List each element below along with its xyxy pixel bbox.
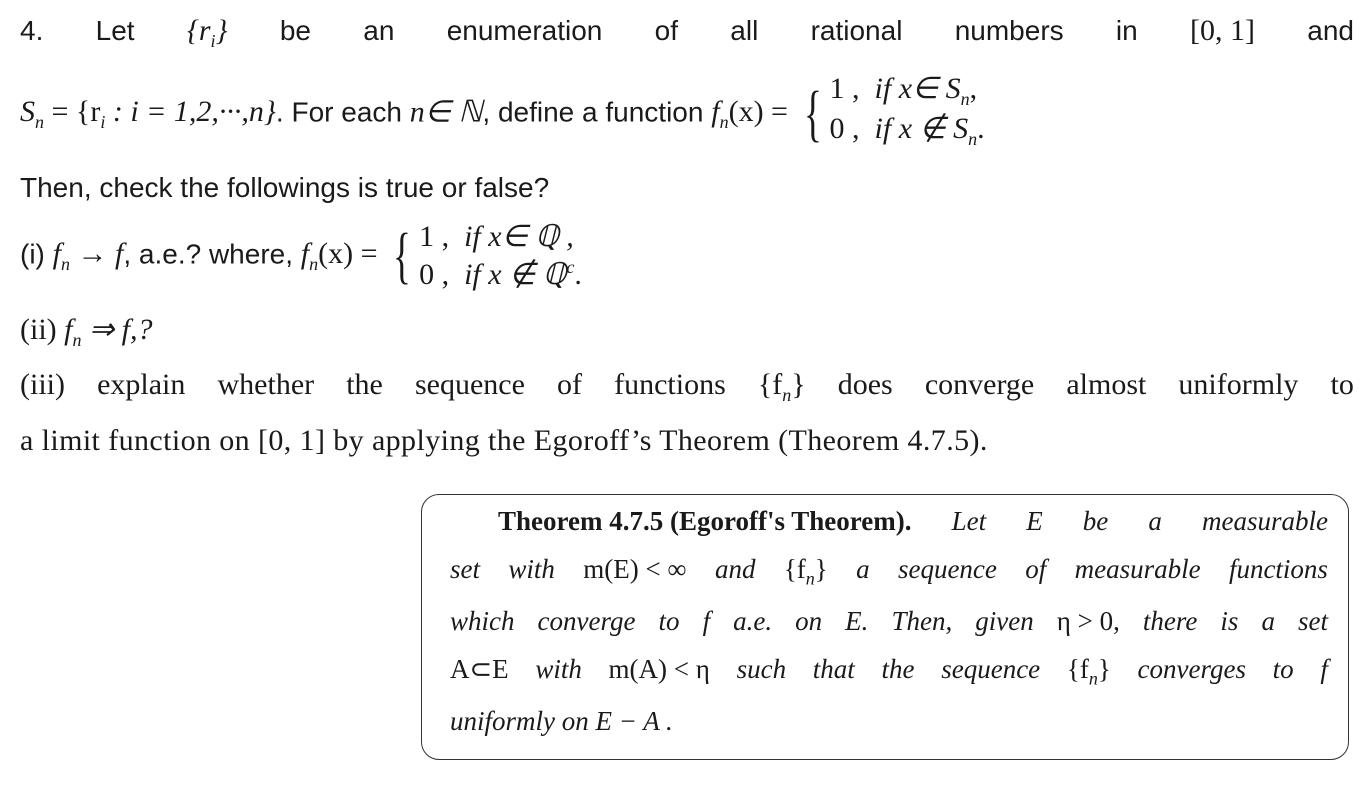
math-expression: m(A) < η: [608, 654, 710, 684]
word: a: [1261, 606, 1275, 636]
word: to: [1330, 368, 1354, 401]
theorem-line-5: uniformly on E − A .: [450, 706, 673, 736]
word: of: [557, 368, 582, 401]
word: which: [450, 606, 515, 636]
word: whether: [217, 368, 315, 401]
word: that: [812, 654, 855, 684]
word: converges: [1137, 654, 1246, 684]
word: and: [715, 554, 756, 584]
word: be: [1082, 506, 1109, 536]
word: f: [702, 606, 711, 636]
theorem-line-1: [450, 506, 1328, 537]
word: the: [881, 654, 915, 684]
word: converge: [924, 368, 1035, 401]
word: uniformly: [1178, 368, 1299, 401]
word: functions: [614, 368, 726, 401]
part-iii-label: (iii): [20, 368, 65, 401]
word: Let: [951, 506, 987, 536]
case-2: 0 , if x ∉ ℚ$^c$.: [419, 257, 582, 291]
word: given: [975, 606, 1034, 636]
enumeration-set: $\{r_i\}$: [186, 14, 228, 51]
word: all: [730, 15, 759, 46]
word: there: [1142, 606, 1198, 636]
interval: [0, 1]: [1190, 14, 1255, 47]
part-i: [20, 222, 582, 290]
word: a.e.: [733, 606, 773, 636]
word: E.: [845, 606, 869, 636]
word: such: [736, 654, 787, 684]
word: the: [346, 368, 383, 401]
word: with: [508, 554, 555, 584]
word: numbers: [954, 15, 1064, 46]
word: a: [856, 554, 870, 584]
sn-definition: $S_n = \{r_i$ : i = 1,2,···,n}: [20, 95, 276, 133]
n-in-naturals: n∈ ℕ: [409, 95, 483, 129]
math-expression: m(E) < ∞: [583, 554, 687, 584]
word: converge: [537, 606, 636, 636]
fn-uniform: $f_n$ ⇒ f,?: [64, 313, 153, 350]
word: sequence: [941, 654, 1041, 684]
theorem-line-2: [450, 554, 1328, 589]
word: sequence: [414, 368, 525, 401]
math-expression: η > 0,: [1056, 606, 1120, 636]
case-2: 0 , if x ∉ $S_n$.: [829, 112, 985, 149]
word: of: [654, 15, 678, 46]
word: a: [1148, 506, 1162, 536]
text: . For each: [275, 96, 410, 128]
word: sequence: [897, 554, 997, 584]
word: functions: [1228, 554, 1328, 584]
word: rational: [810, 15, 903, 46]
theorem-line-3: [450, 606, 1328, 637]
word: explain: [97, 368, 186, 401]
word: enumeration: [446, 15, 603, 46]
word: does: [837, 368, 893, 401]
theorem-heading: Theorem 4.7.5 (Egoroff's Theorem).: [498, 506, 912, 536]
part-i-label: (i): [20, 238, 53, 270]
theorem-line-4: [450, 654, 1328, 689]
left-brace: {: [393, 222, 412, 290]
word: to: [658, 606, 680, 636]
part-iii-line-2: a limit function on [0, 1] by applying the Egoroff’s Theorem (Theorem 4.7.5).: [20, 424, 988, 457]
problem-line-3: Then, check the followings is true or false?: [20, 172, 550, 203]
case-1: 1 , if x∈ ℚ ,: [419, 220, 574, 253]
part-ii-label: (ii): [20, 313, 65, 346]
word: is: [1220, 606, 1239, 636]
part-ii: [20, 312, 152, 351]
fn-sequence: $\{f_n\}$: [757, 368, 806, 405]
word: of: [1025, 554, 1047, 584]
word: E: [1026, 506, 1043, 536]
text: , define a function: [482, 96, 712, 128]
problem-line-2: [20, 74, 985, 154]
math-expression: A⊂E: [450, 654, 509, 684]
piecewise-cases: [385, 222, 582, 290]
word: and: [1307, 15, 1354, 46]
word: almost: [1066, 368, 1147, 401]
word: to: [1272, 654, 1294, 684]
fn-convergence: $f_n \to f$: [52, 237, 124, 275]
part-iii-line-1: [20, 368, 1354, 406]
word: Let: [95, 15, 135, 46]
word: on: [795, 606, 823, 636]
word: measurable: [1074, 554, 1201, 584]
word: measurable: [1202, 506, 1328, 536]
fn-definition: $f_n(x)$ =: [711, 95, 788, 133]
word: set: [1297, 606, 1328, 636]
fn-sequence: $\{f_n\}$: [783, 554, 828, 589]
word: an: [363, 15, 395, 46]
problem-number: 4.: [20, 15, 44, 46]
word: Then,: [891, 606, 953, 636]
word: in: [1115, 15, 1138, 46]
left-brace: {: [803, 80, 822, 148]
text: , a.e.? where,: [123, 238, 301, 270]
word: f: [1320, 654, 1328, 684]
fn-sequence: $\{f_n\}$: [1066, 654, 1111, 689]
problem-line-1: [20, 14, 1354, 52]
word: set: [450, 554, 480, 584]
piecewise-cases: [796, 74, 985, 154]
fn-definition: $f_n(x)$ =: [300, 237, 378, 275]
word: be: [279, 15, 311, 46]
word: with: [535, 654, 582, 684]
case-1: 1 , if x∈ $S_n$,: [829, 72, 978, 109]
